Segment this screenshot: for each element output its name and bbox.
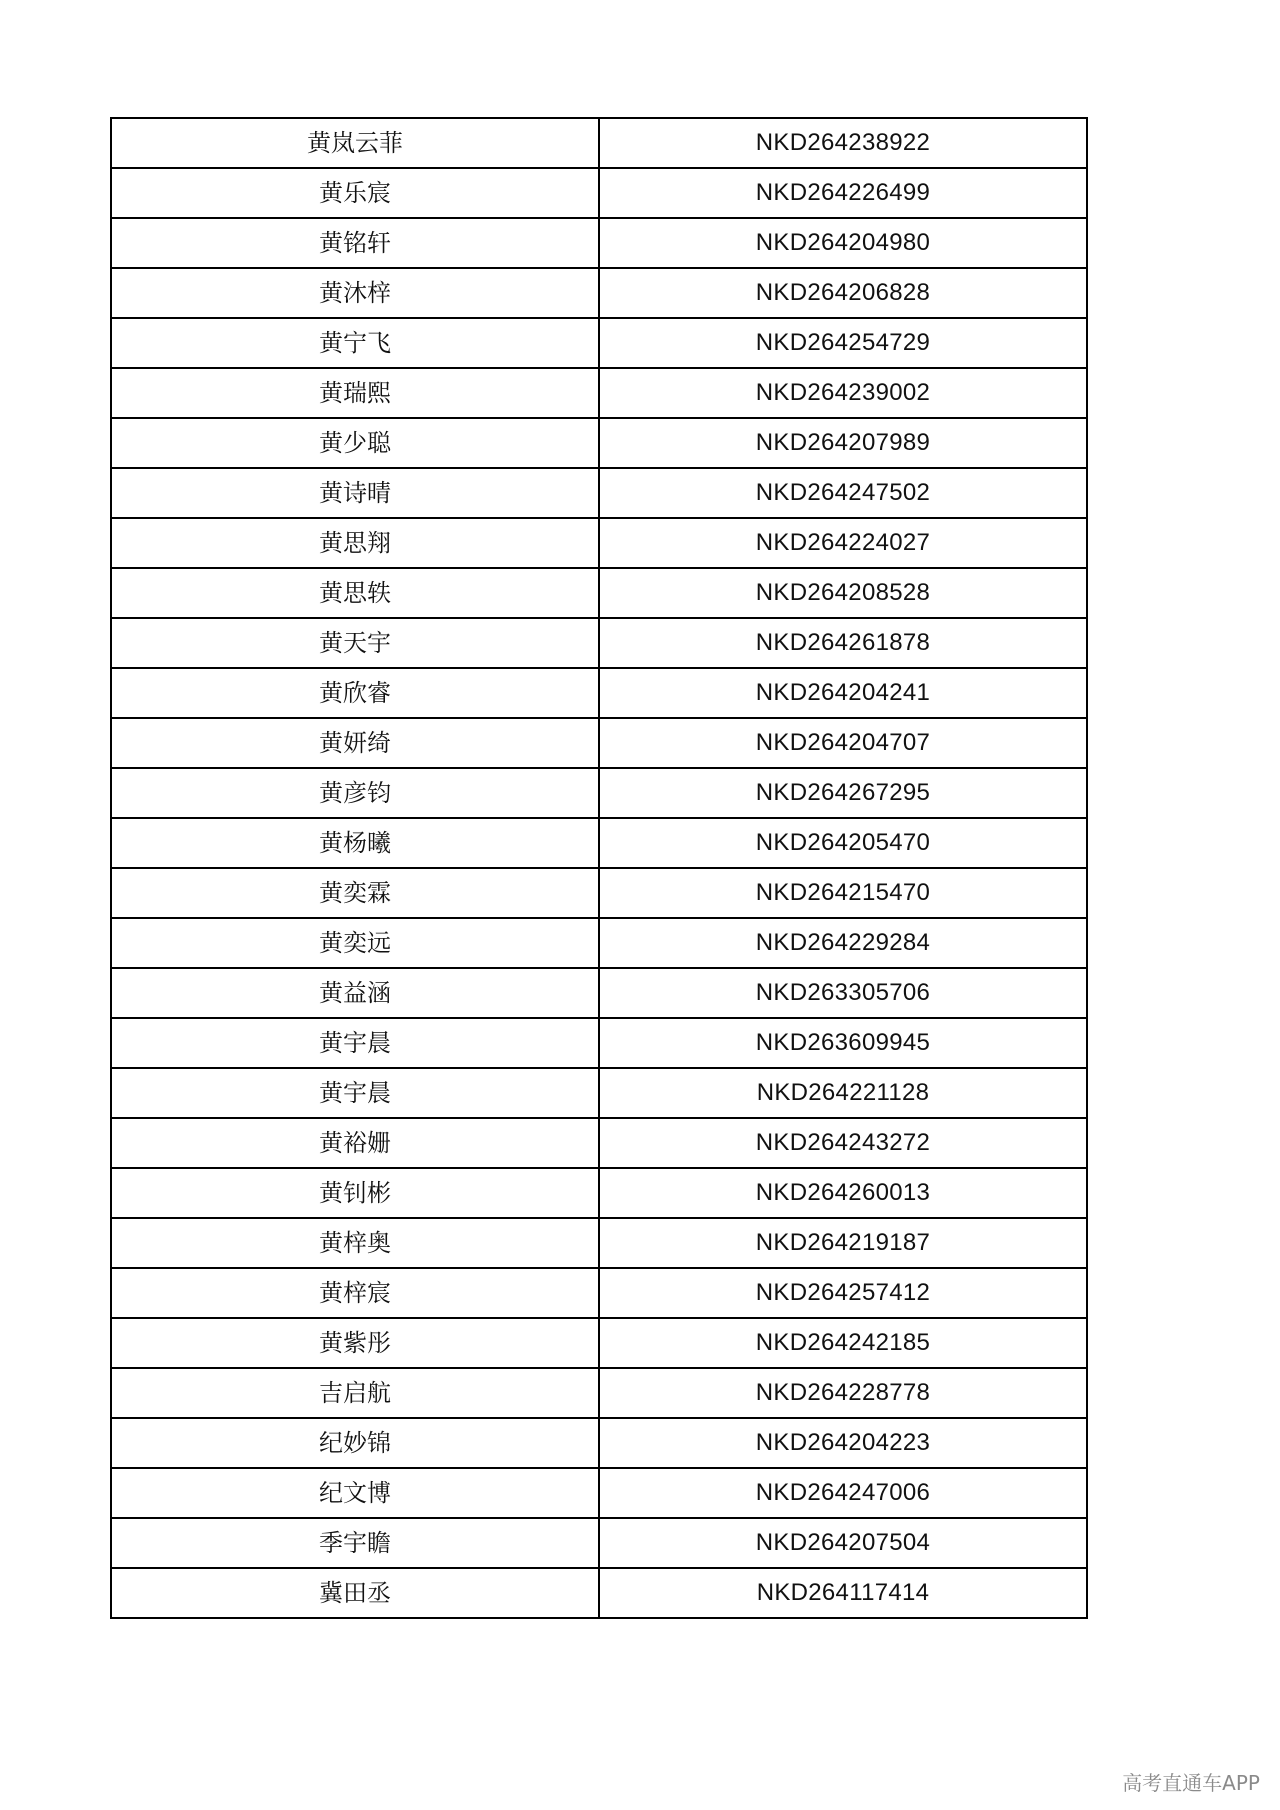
table-row <box>111 718 1087 768</box>
student-name-cell: 黄奕远 <box>111 918 599 968</box>
student-name-cell: 纪妙锦 <box>111 1418 599 1468</box>
table-row <box>111 1168 1087 1218</box>
candidate-id-cell: NKD264219187 <box>599 1218 1087 1268</box>
student-name-cell: 黄梓宸 <box>111 1268 599 1318</box>
student-name-cell: 黄乐宸 <box>111 168 599 218</box>
table-row <box>111 1018 1087 1068</box>
candidate-id-cell: NKD264207989 <box>599 418 1087 468</box>
table-row <box>111 1518 1087 1568</box>
student-name-cell: 黄诗晴 <box>111 468 599 518</box>
candidate-id-cell: NKD264242185 <box>599 1318 1087 1368</box>
table-row <box>111 368 1087 418</box>
candidate-id-cell: NKD264204707 <box>599 718 1087 768</box>
table-row <box>111 668 1087 718</box>
student-name-cell: 黄思翔 <box>111 518 599 568</box>
table-row <box>111 1318 1087 1368</box>
table-row <box>111 1368 1087 1418</box>
table-row <box>111 818 1087 868</box>
table-row <box>111 618 1087 668</box>
candidate-id-cell: NKD264260013 <box>599 1168 1087 1218</box>
candidate-id-cell: NKD264247502 <box>599 468 1087 518</box>
candidate-id-cell: NKD264117414 <box>599 1568 1087 1618</box>
table-row <box>111 1118 1087 1168</box>
table-row <box>111 1068 1087 1118</box>
table-body <box>111 118 1087 1618</box>
candidate-id-cell: NKD264224027 <box>599 518 1087 568</box>
candidate-id-cell: NKD264205470 <box>599 818 1087 868</box>
candidate-id-cell: NKD263609945 <box>599 1018 1087 1068</box>
student-name-cell: 黄裕姗 <box>111 1118 599 1168</box>
student-name-cell: 黄思轶 <box>111 568 599 618</box>
student-name-cell: 黄杨曦 <box>111 818 599 868</box>
candidate-id-cell: NKD264228778 <box>599 1368 1087 1418</box>
candidate-id-cell: NKD263305706 <box>599 968 1087 1018</box>
table-row <box>111 1418 1087 1468</box>
student-name-cell: 黄欣睿 <box>111 668 599 718</box>
candidate-id-cell: NKD264204223 <box>599 1418 1087 1468</box>
student-name-cell: 黄宇晨 <box>111 1068 599 1118</box>
student-name-cell: 黄铭轩 <box>111 218 599 268</box>
student-name-cell: 黄天宇 <box>111 618 599 668</box>
student-name-cell: 黄沐梓 <box>111 268 599 318</box>
candidate-id-cell: NKD264215470 <box>599 868 1087 918</box>
table-row <box>111 268 1087 318</box>
student-name-cell: 黄梓奥 <box>111 1218 599 1268</box>
student-name-cell: 黄钊彬 <box>111 1168 599 1218</box>
student-name-cell: 黄妍绮 <box>111 718 599 768</box>
table-row <box>111 518 1087 568</box>
student-name-cell: 黄瑞熙 <box>111 368 599 418</box>
watermark: 高考直通车APP <box>1122 1771 1260 1795</box>
table-row <box>111 468 1087 518</box>
student-name-cell: 纪文博 <box>111 1468 599 1518</box>
candidate-id-cell: NKD264247006 <box>599 1468 1087 1518</box>
candidate-id-cell: NKD264221128 <box>599 1068 1087 1118</box>
candidate-id-cell: NKD264257412 <box>599 1268 1087 1318</box>
table-row <box>111 868 1087 918</box>
student-name-cell: 黄益涵 <box>111 968 599 1018</box>
student-name-cell: 吉启航 <box>111 1368 599 1418</box>
student-name-cell: 黄紫彤 <box>111 1318 599 1368</box>
candidate-id-cell: NKD264267295 <box>599 768 1087 818</box>
table-row <box>111 568 1087 618</box>
table-row <box>111 1568 1087 1618</box>
table-row <box>111 168 1087 218</box>
candidate-id-cell: NKD264261878 <box>599 618 1087 668</box>
candidate-id-cell: NKD264243272 <box>599 1118 1087 1168</box>
table-row <box>111 318 1087 368</box>
student-name-cell: 冀田丞 <box>111 1568 599 1618</box>
candidate-id-cell: NKD264226499 <box>599 168 1087 218</box>
table-row <box>111 1268 1087 1318</box>
student-name-cell: 黄岚云菲 <box>111 118 599 168</box>
candidate-id-cell: NKD264207504 <box>599 1518 1087 1568</box>
candidate-id-cell: NKD264208528 <box>599 568 1087 618</box>
candidate-id-cell: NKD264204980 <box>599 218 1087 268</box>
student-name-cell: 黄宁飞 <box>111 318 599 368</box>
candidate-id-cell: NKD264238922 <box>599 118 1087 168</box>
table-row <box>111 118 1087 168</box>
candidate-id-cell: NKD264204241 <box>599 668 1087 718</box>
candidate-id-cell: NKD264239002 <box>599 368 1087 418</box>
table-row <box>111 968 1087 1018</box>
table-row <box>111 218 1087 268</box>
candidate-id-cell: NKD264254729 <box>599 318 1087 368</box>
table-row <box>111 768 1087 818</box>
table-row <box>111 918 1087 968</box>
student-name-cell: 黄少聪 <box>111 418 599 468</box>
table-row <box>111 418 1087 468</box>
student-name-cell: 黄奕霖 <box>111 868 599 918</box>
student-name-cell: 季宇瞻 <box>111 1518 599 1568</box>
candidate-id-cell: NKD264229284 <box>599 918 1087 968</box>
table-row <box>111 1468 1087 1518</box>
candidate-id-cell: NKD264206828 <box>599 268 1087 318</box>
student-name-cell: 黄彦钧 <box>111 768 599 818</box>
table-row <box>111 1218 1087 1268</box>
student-name-cell: 黄宇晨 <box>111 1018 599 1068</box>
name-id-table <box>110 117 1088 1619</box>
